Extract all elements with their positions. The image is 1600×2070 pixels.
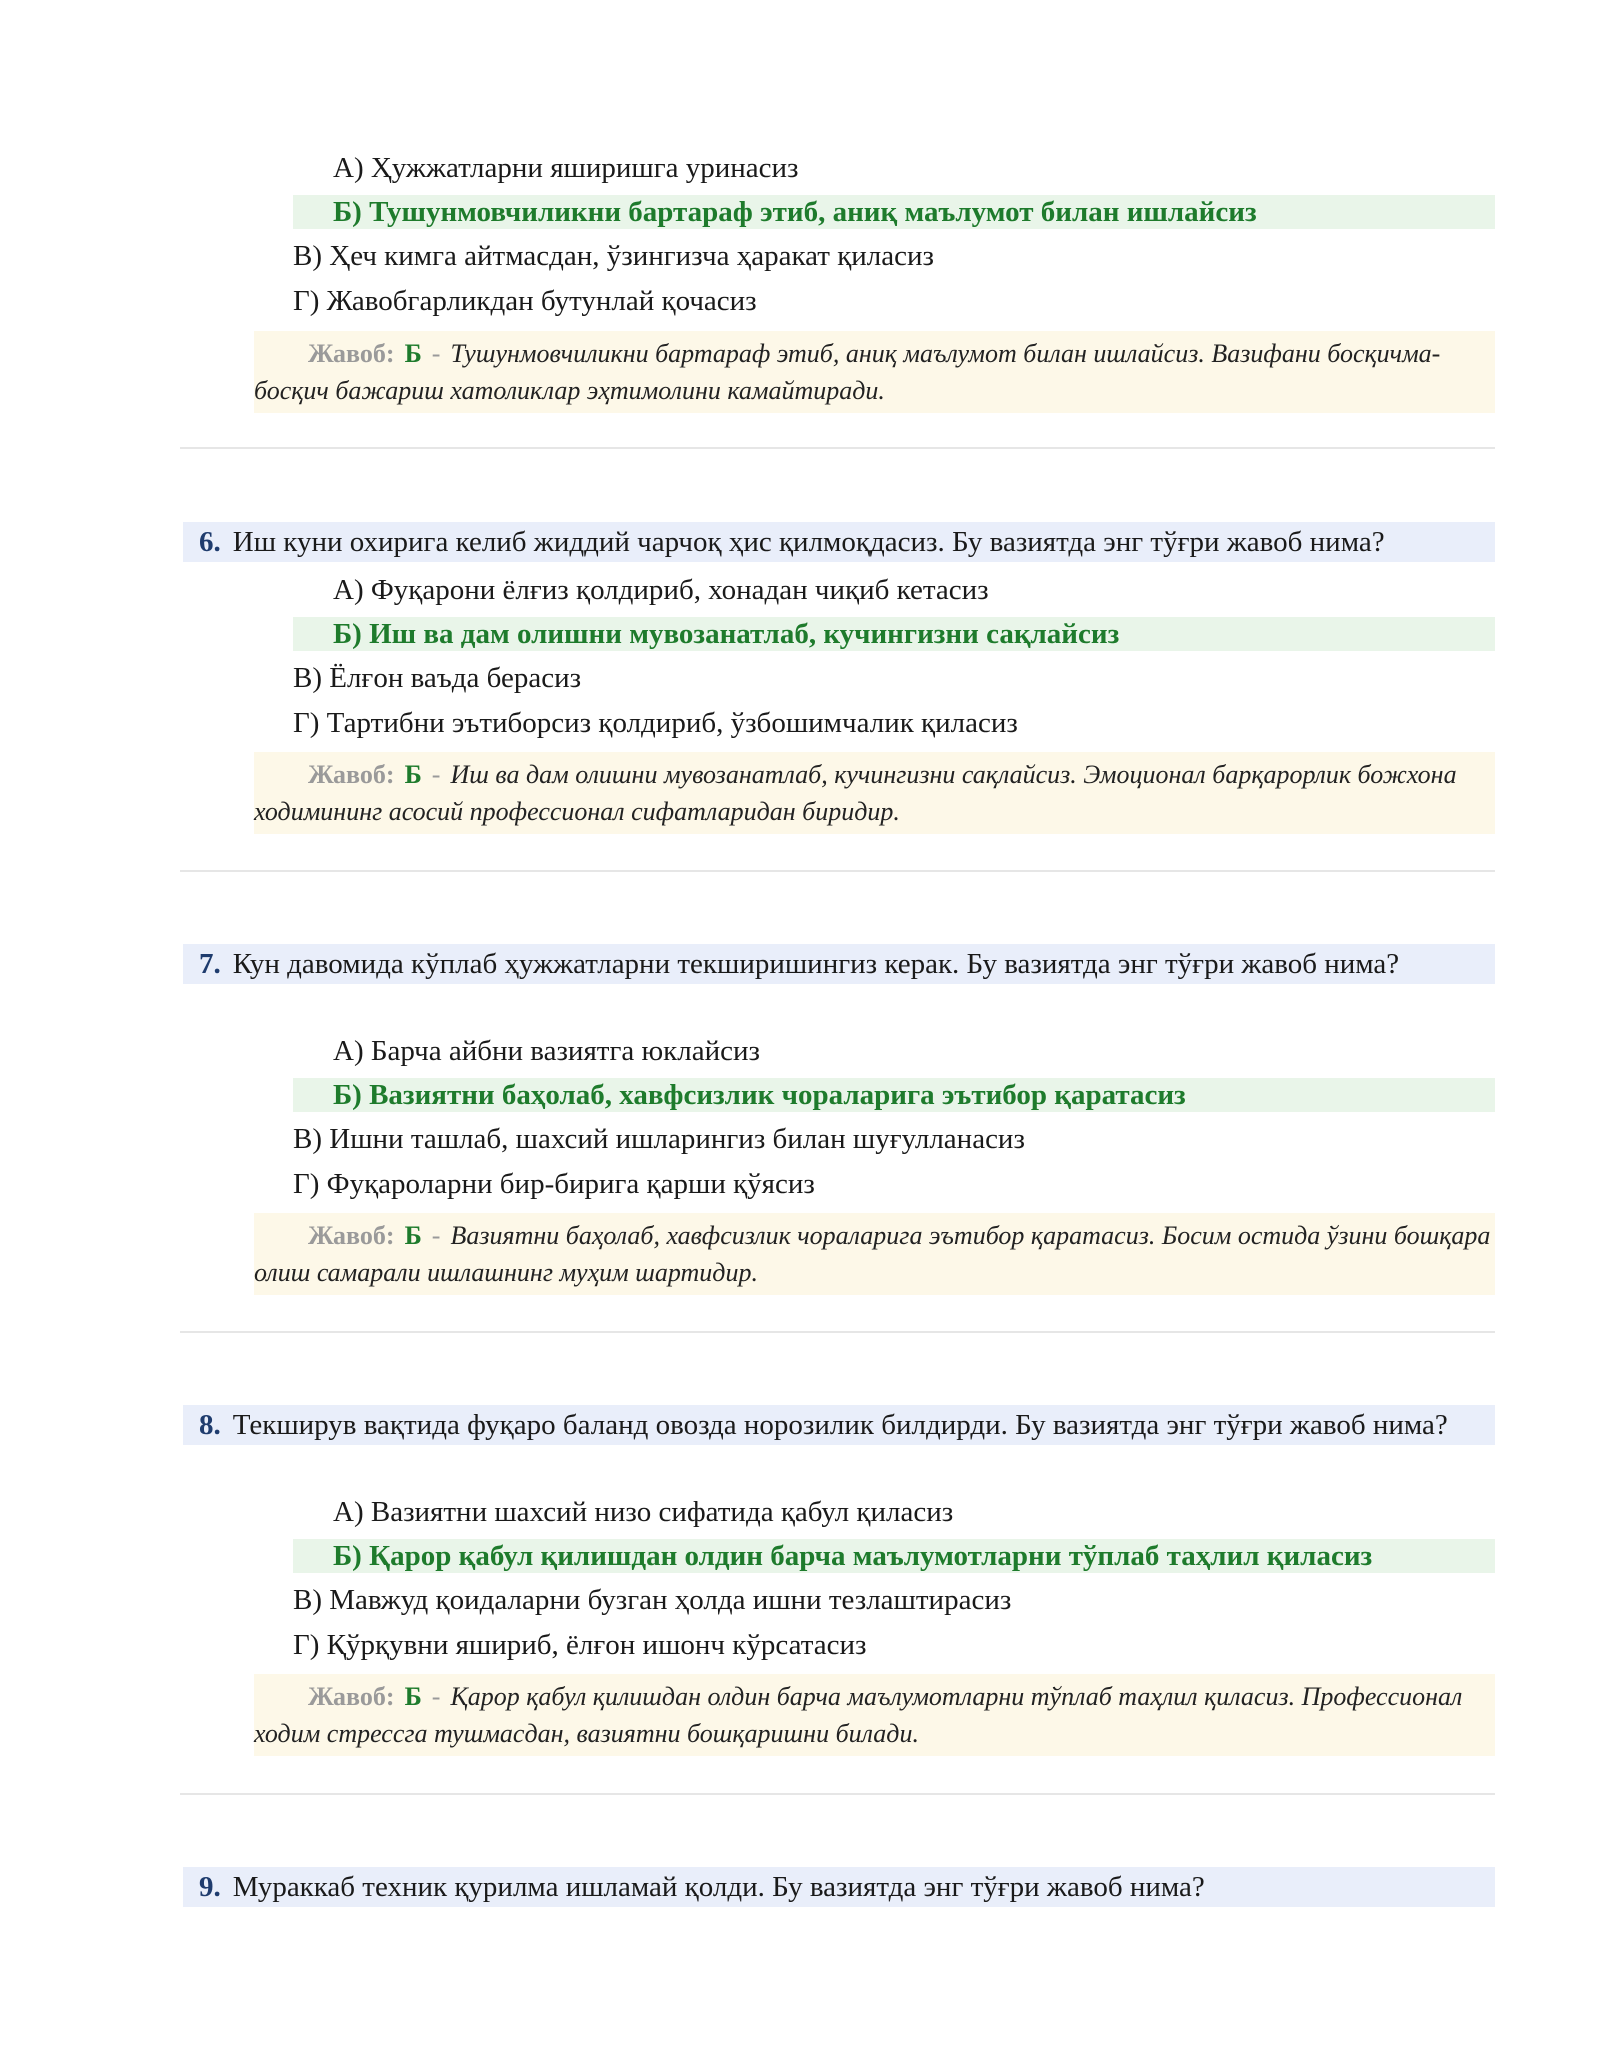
question-8: [183, 1405, 1495, 1445]
answer-text: Иш ва дам олишни мувозанатлаб, кучингизни сақлайсиз. Эмоционал барқарорлик божхона ходимининг асосий профессионал сифатларидан биридир.: [254, 760, 1457, 826]
question-text: Кун давомида кўплаб ҳужжатларни текширишингиз керак. Бу вазиятда энг тўғри жавоб нима?: [232, 948, 1400, 980]
option-a: А) Ҳужжатларни яширишга уринасиз: [333, 152, 799, 184]
answer-box: [254, 331, 1495, 413]
question-number: 6.: [199, 526, 221, 558]
answer-dash: -: [431, 1682, 441, 1711]
divider: [180, 1793, 1495, 1795]
divider: [180, 1331, 1495, 1333]
question-text: Мураккаб техник қурилма ишламай қолди. Бу вазиятда энг тўғри жавоб нима?: [232, 1871, 1205, 1903]
answer-dash: -: [431, 339, 441, 368]
option-g: Г) Фуқароларни бир-бирига қарши қўясиз: [293, 1168, 815, 1200]
answer-letter: Б: [404, 1682, 422, 1711]
option-a: А) Фуқарони ёлғиз қолдириб, хонадан чиқиб кетасиз: [333, 574, 989, 606]
question-number: 9.: [199, 1871, 221, 1903]
option-v: В) Мавжуд қоидаларни бузган ҳолда ишни тезлаштирасиз: [293, 1584, 1012, 1616]
answer-dash: -: [431, 1221, 441, 1250]
option-b-correct: Б) Вазиятни баҳолаб, хавфсизлик чораларига эътибор қаратасиз: [293, 1078, 1495, 1112]
option-g: Г) Қўрқувни яшириб, ёлғон ишонч кўрсатасиз: [293, 1629, 867, 1661]
answer-dash: -: [431, 760, 441, 789]
option-a: А) Вазиятни шахсий низо сифатида қабул қиласиз: [333, 1496, 954, 1528]
divider: [180, 870, 1495, 872]
option-v: В) Ёлғон ваъда берасиз: [293, 662, 582, 694]
option-b-correct: Б) Иш ва дам олишни мувозанатлаб, кучингизни сақлайсиз: [293, 617, 1495, 651]
option-g: Г) Жавобгарликдан бутунлай қочасиз: [293, 285, 757, 317]
question-6: [183, 522, 1495, 562]
question-text: Текширув вақтида фуқаро баланд овозда норозилик билдирди. Бу вазиятда энг тўғри жавоб нима?: [232, 1409, 1448, 1441]
answer-text: Қарор қабул қилишдан олдин барча маълумотларни тўплаб таҳлил қиласиз. Профессионал ходим стрессга тушмасдан, вазиятни бошқаришни билади.: [254, 1682, 1463, 1748]
option-v: В) Ишни ташлаб, шахсий ишларингиз билан шуғулланасиз: [293, 1123, 1025, 1155]
question-7: [183, 944, 1495, 984]
question-text: Иш куни охирига келиб жиддий чарчоқ ҳис қилмоқдасиз. Бу вазиятда энг тўғри жавоб нима?: [232, 526, 1385, 558]
question-number: 8.: [199, 1409, 221, 1441]
answer-text: Тушунмовчиликни бартараф этиб, аниқ маълумот билан ишлайсиз. Вазифани босқичма-босқич бажариш хатоликлар эҳтимолини камайтиради.: [254, 339, 1441, 405]
option-a: А) Барча айбни вазиятга юклайсиз: [333, 1035, 760, 1067]
answer-label: Жавоб:: [308, 339, 395, 368]
answer-letter: Б: [404, 1221, 422, 1250]
answer-box: [254, 752, 1495, 834]
question-number: 7.: [199, 948, 221, 980]
answer-letter: Б: [404, 760, 422, 789]
answer-text: Вазиятни баҳолаб, хавфсизлик чораларига эътибор қаратасиз. Босим остида ўзини бошқара олиш самарали ишлашнинг муҳим шартидир.: [254, 1221, 1491, 1287]
answer-label: Жавоб:: [308, 760, 395, 789]
answer-box: [254, 1674, 1495, 1756]
divider: [180, 447, 1495, 449]
answer-label: Жавоб:: [308, 1682, 395, 1711]
option-g: Г) Тартибни эътиборсиз қолдириб, ўзбошимчалик қиласиз: [293, 707, 1018, 739]
answer-letter: Б: [404, 339, 422, 368]
answer-label: Жавоб:: [308, 1221, 395, 1250]
question-9: [183, 1867, 1495, 1907]
option-b-correct: Б) Тушунмовчиликни бартараф этиб, аниқ маълумот билан ишлайсиз: [293, 195, 1495, 229]
option-v: В) Ҳеч кимга айтмасдан, ўзингизча ҳаракат қиласиз: [293, 240, 934, 272]
option-b-correct: Б) Қарор қабул қилишдан олдин барча маълумотларни тўплаб таҳлил қиласиз: [293, 1539, 1495, 1573]
answer-box: [254, 1213, 1495, 1295]
